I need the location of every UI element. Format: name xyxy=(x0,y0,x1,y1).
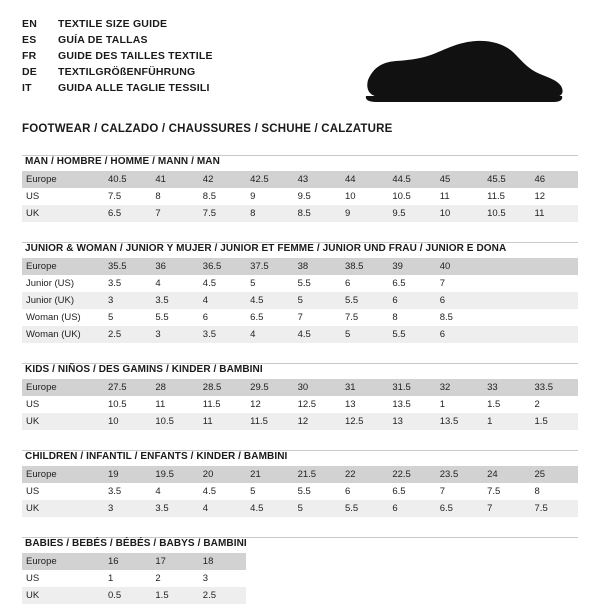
cell: 22.5 xyxy=(388,466,435,483)
cell: 8.5 xyxy=(294,205,341,222)
table-row xyxy=(22,258,578,275)
cell: 3 xyxy=(202,573,209,584)
cell: 6.5 xyxy=(250,312,264,323)
cell: 6 xyxy=(344,486,351,497)
cell: 28.5 xyxy=(199,379,246,396)
row-label: Europe xyxy=(22,379,104,396)
cell: 5.5 xyxy=(297,278,311,289)
language-code: ES xyxy=(22,34,37,46)
cell: 7 xyxy=(439,486,446,497)
cell: 6.5 xyxy=(436,500,483,517)
cell: 13.5 xyxy=(392,399,411,410)
cell: 10.5 xyxy=(151,413,198,430)
cell: 5.5 xyxy=(341,292,388,309)
cell: 9.5 xyxy=(388,205,435,222)
table-row xyxy=(22,326,578,343)
cell xyxy=(531,326,578,343)
row-label: Junior (US) xyxy=(26,278,75,289)
cell: 25 xyxy=(531,466,578,483)
table-row xyxy=(22,292,578,309)
cell: 22 xyxy=(341,466,388,483)
cell: 5.5 xyxy=(297,486,311,497)
cell: 16 xyxy=(104,553,151,570)
cell xyxy=(483,275,530,292)
cell-empty xyxy=(294,570,341,587)
cell: 13 xyxy=(344,399,356,410)
row-label: Europe xyxy=(22,258,104,275)
cell: 46 xyxy=(531,171,578,188)
cell: 2 xyxy=(534,399,540,410)
cell: 21.5 xyxy=(294,466,341,483)
row-label: Europe xyxy=(22,171,104,188)
cell: 45 xyxy=(436,171,483,188)
cell xyxy=(531,309,578,326)
row-label: US xyxy=(26,573,40,584)
group-title: JUNIOR & WOMAN / JUNIOR Y MUJER / JUNIOR ET FEMME / JUNIOR UND FRAU / JUNIOR E DONA xyxy=(25,243,507,254)
cell: 7 xyxy=(151,205,198,222)
cell: 8 xyxy=(155,191,161,202)
cell: 45.5 xyxy=(483,171,530,188)
cell: 11 xyxy=(155,399,166,410)
language-code: DE xyxy=(22,66,37,78)
cell: 11.5 xyxy=(487,191,505,202)
size-table xyxy=(22,258,578,343)
cell: 20 xyxy=(199,466,246,483)
cell: 5 xyxy=(250,278,256,289)
row-label: UK xyxy=(22,500,104,517)
cell: 3.5 xyxy=(199,326,246,343)
cell-empty xyxy=(436,570,483,587)
cell: 4.5 xyxy=(202,486,216,497)
language-row xyxy=(22,66,213,82)
row-label: Woman (UK) xyxy=(22,326,104,343)
cell: 1.5 xyxy=(487,399,501,410)
cell-empty xyxy=(531,553,578,570)
cell: 1.5 xyxy=(531,413,578,430)
group-title: BABIES / BEBÉS / BÉBÉS / BABYS / BAMBINI xyxy=(25,538,247,549)
cell: 9 xyxy=(341,205,388,222)
cell: 4 xyxy=(155,486,161,497)
cell: 2.5 xyxy=(104,326,151,343)
language-title: TEXTILGRÖßENFÜHRUNG xyxy=(58,66,196,78)
page-title: FOOTWEAR / CALZADO / CHAUSSURES / SCHUHE / CALZATURE xyxy=(22,123,393,135)
cell: 42.5 xyxy=(246,171,293,188)
cell: 28 xyxy=(151,379,198,396)
cell-empty xyxy=(341,570,388,587)
row-label: US xyxy=(26,191,40,202)
cell: 12 xyxy=(534,191,546,202)
row-label: Europe xyxy=(22,553,104,570)
cell: 40.5 xyxy=(104,171,151,188)
language-title-list xyxy=(22,18,213,98)
cell: 8.5 xyxy=(202,191,216,202)
cell-empty xyxy=(483,587,530,604)
language-title: GUIDE DES TAILLES TEXTILE xyxy=(58,50,213,62)
table-row xyxy=(22,205,578,222)
language-title: GUÍA DE TALLAS xyxy=(58,34,148,46)
cell: 37.5 xyxy=(246,258,293,275)
cell-empty xyxy=(531,570,578,587)
cell: 10.5 xyxy=(392,191,411,202)
cell: 32 xyxy=(436,379,483,396)
language-row xyxy=(22,18,213,34)
table-row xyxy=(22,171,578,188)
cell: 4.5 xyxy=(202,278,216,289)
cell: 7.5 xyxy=(531,500,578,517)
cell: 7.5 xyxy=(108,191,122,202)
row-label: Woman (US) xyxy=(26,312,81,323)
cell-empty xyxy=(246,570,293,587)
cell: 6 xyxy=(388,500,435,517)
language-row xyxy=(22,82,213,98)
size-group-children xyxy=(22,450,578,517)
cell: 12.5 xyxy=(297,399,317,410)
cell: 1 xyxy=(108,573,114,584)
cell: 4.5 xyxy=(294,326,341,343)
size-table xyxy=(22,553,578,604)
cell xyxy=(483,326,530,343)
table-row xyxy=(22,188,578,205)
cell: 9.5 xyxy=(297,191,311,202)
cell: 7.5 xyxy=(344,312,359,323)
cell-empty xyxy=(294,553,341,570)
table-row xyxy=(22,309,578,326)
cell: 10 xyxy=(436,205,483,222)
page-header xyxy=(22,18,578,110)
cell-empty xyxy=(388,570,435,587)
language-code: FR xyxy=(22,50,37,62)
table-row xyxy=(22,396,578,413)
row-label: Europe xyxy=(22,466,104,483)
dress-shoe-icon xyxy=(360,36,570,114)
cell: 19 xyxy=(104,466,151,483)
cell: 5 xyxy=(294,500,341,517)
size-table xyxy=(22,379,578,430)
cell: 11 xyxy=(199,413,246,430)
cell: 38.5 xyxy=(341,258,388,275)
cell: 1.5 xyxy=(151,587,198,604)
row-label: UK xyxy=(22,205,104,222)
cell: 6 xyxy=(344,278,351,289)
cell: 8 xyxy=(246,205,293,222)
cell: 6 xyxy=(388,292,435,309)
cell: 44.5 xyxy=(388,171,435,188)
cell: 41 xyxy=(151,171,198,188)
language-row xyxy=(22,50,213,66)
cell xyxy=(483,309,530,326)
cell: 30 xyxy=(294,379,341,396)
group-title: CHILDREN / INFANTIL / ENFANTS / KINDER / BAMBINI xyxy=(25,451,288,462)
cell: 31.5 xyxy=(388,379,435,396)
cell: 3.5 xyxy=(108,278,122,289)
row-label: UK xyxy=(22,413,104,430)
cell: 24 xyxy=(483,466,530,483)
cell: 5 xyxy=(108,312,114,323)
cell: 3 xyxy=(104,292,151,309)
cell: 5 xyxy=(294,292,341,309)
size-group-babies xyxy=(22,537,578,604)
cell-empty xyxy=(483,553,530,570)
cell: 4 xyxy=(155,278,161,289)
cell-empty xyxy=(294,587,341,604)
cell: 39 xyxy=(388,258,435,275)
cell: 10.5 xyxy=(108,399,127,410)
group-title: MAN / HOMBRE / HOMME / MANN / MAN xyxy=(25,156,220,167)
cell: 7 xyxy=(297,312,303,323)
cell-empty xyxy=(246,587,293,604)
cell: 6 xyxy=(436,292,483,309)
language-title: GUIDA ALLE TAGLIE TESSILI xyxy=(58,82,210,94)
cell: 6.5 xyxy=(392,486,406,497)
cell: 12.5 xyxy=(341,413,388,430)
cell: 7 xyxy=(483,500,530,517)
row-label: US xyxy=(26,399,40,410)
cell xyxy=(483,292,530,309)
cell-empty xyxy=(436,553,483,570)
size-group-kids xyxy=(22,363,578,430)
cell: 31 xyxy=(341,379,388,396)
cell: 42 xyxy=(199,171,246,188)
cell: 33 xyxy=(483,379,530,396)
cell: 18 xyxy=(199,553,246,570)
cell-empty xyxy=(531,587,578,604)
cell: 21 xyxy=(246,466,293,483)
cell: 12 xyxy=(250,399,261,410)
cell: 3.5 xyxy=(151,292,198,309)
cell: 1 xyxy=(483,413,530,430)
language-code: IT xyxy=(22,82,32,94)
cell xyxy=(531,275,578,292)
cell: 6.5 xyxy=(392,278,406,289)
cell: 5.5 xyxy=(341,500,388,517)
cell: 0.5 xyxy=(104,587,151,604)
cell: 7.5 xyxy=(487,486,501,497)
cell: 44 xyxy=(341,171,388,188)
group-title: KIDS / NIÑOS / DES GAMINS / KINDER / BAMBINI xyxy=(25,364,263,375)
cell: 5.5 xyxy=(388,326,435,343)
size-group-man xyxy=(22,155,578,222)
table-row xyxy=(22,570,578,587)
table-row xyxy=(22,275,578,292)
language-title: TEXTILE SIZE GUIDE xyxy=(58,18,168,30)
cell: 2.5 xyxy=(199,587,246,604)
table-row xyxy=(22,379,578,396)
cell: 4.5 xyxy=(246,500,293,517)
language-row xyxy=(22,34,213,50)
size-table xyxy=(22,171,578,222)
cell: 4.5 xyxy=(246,292,293,309)
cell: 35.5 xyxy=(104,258,151,275)
cell xyxy=(483,258,530,275)
cell: 5 xyxy=(341,326,388,343)
cell-empty xyxy=(388,553,435,570)
cell xyxy=(531,258,578,275)
cell: 36.5 xyxy=(199,258,246,275)
cell: 7 xyxy=(439,278,446,289)
cell: 5.5 xyxy=(155,312,169,323)
cell: 27.5 xyxy=(104,379,151,396)
cell: 1 xyxy=(439,399,446,410)
cell: 10 xyxy=(104,413,151,430)
cell: 36 xyxy=(151,258,198,275)
cell: 2 xyxy=(155,573,161,584)
row-label: US xyxy=(26,486,40,497)
cell-empty xyxy=(388,587,435,604)
cell: 3 xyxy=(104,500,151,517)
cell: 3.5 xyxy=(108,486,122,497)
cell: 5 xyxy=(250,486,256,497)
cell: 17 xyxy=(151,553,198,570)
cell: 11.5 xyxy=(246,413,293,430)
language-code: EN xyxy=(22,18,37,30)
cell: 33.5 xyxy=(531,379,578,396)
cell: 11 xyxy=(439,191,450,202)
table-row xyxy=(22,413,578,430)
cell: 4 xyxy=(246,326,293,343)
cell: 4 xyxy=(199,500,246,517)
cell-empty xyxy=(246,553,293,570)
cell: 23.5 xyxy=(436,466,483,483)
cell: 40 xyxy=(436,258,483,275)
row-label: Junior (UK) xyxy=(22,292,104,309)
table-row xyxy=(22,466,578,483)
cell: 9 xyxy=(250,191,256,202)
cell: 6 xyxy=(436,326,483,343)
size-group-junior-woman xyxy=(22,242,578,343)
cell: 3.5 xyxy=(151,500,198,517)
cell: 43 xyxy=(294,171,341,188)
table-row xyxy=(22,500,578,517)
cell: 6.5 xyxy=(104,205,151,222)
cell: 12 xyxy=(294,413,341,430)
cell: 10.5 xyxy=(483,205,530,222)
cell: 19.5 xyxy=(151,466,198,483)
cell-empty xyxy=(341,553,388,570)
table-row xyxy=(22,553,578,570)
table-row xyxy=(22,483,578,500)
size-table xyxy=(22,466,578,517)
cell xyxy=(531,292,578,309)
cell-empty xyxy=(436,587,483,604)
cell: 6 xyxy=(202,312,209,323)
table-row xyxy=(22,587,578,604)
cell: 38 xyxy=(294,258,341,275)
cell: 8 xyxy=(534,486,540,497)
cell: 29.5 xyxy=(246,379,293,396)
cell: 7.5 xyxy=(199,205,246,222)
cell: 8 xyxy=(392,312,398,323)
cell-empty xyxy=(341,587,388,604)
cell-empty xyxy=(483,570,530,587)
cell: 11 xyxy=(531,205,578,222)
cell: 10 xyxy=(344,191,356,202)
cell: 3 xyxy=(151,326,198,343)
cell: 11.5 xyxy=(202,399,221,410)
row-label: UK xyxy=(22,587,104,604)
cell: 4 xyxy=(199,292,246,309)
cell: 13 xyxy=(388,413,435,430)
cell: 8.5 xyxy=(439,312,453,323)
cell: 13.5 xyxy=(436,413,483,430)
